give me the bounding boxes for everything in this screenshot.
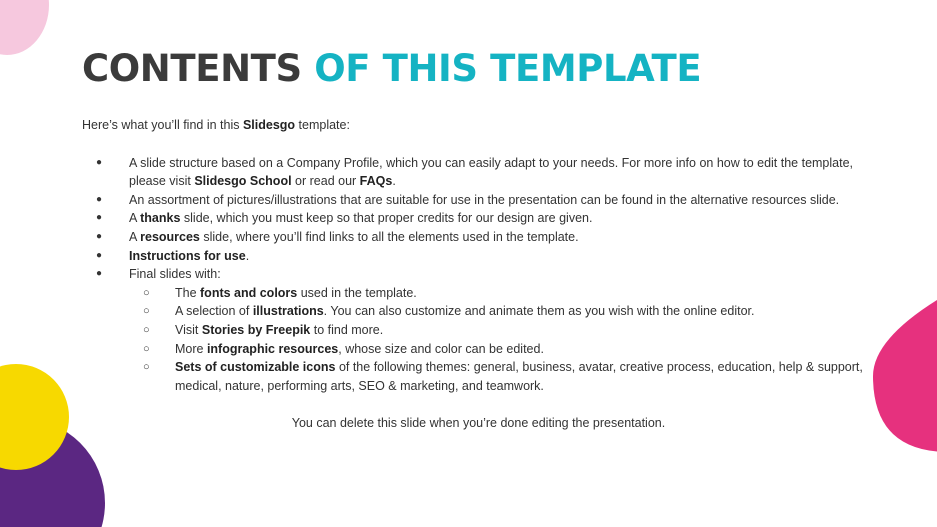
intro-text xyxy=(82,116,867,135)
footer-note: You can delete this slide when you’re done editing the presentation. xyxy=(291,416,666,431)
sublist-item-infographics xyxy=(129,340,867,359)
item-bold: illustrations xyxy=(252,304,324,319)
item-text: Final slides with: xyxy=(129,267,221,282)
item-text: used in the template. xyxy=(297,285,417,300)
content-body xyxy=(82,116,867,433)
item-bold: resources xyxy=(140,229,200,244)
icons-link[interactable]: Sets of customizable icons xyxy=(175,360,336,375)
item-text: or read our xyxy=(291,174,360,189)
final-slides-sublist xyxy=(129,284,867,396)
item-bold: fonts and colors xyxy=(200,285,298,300)
sublist-item-fonts xyxy=(129,284,867,303)
item-text: of the following themes: general, business, avatar, creative process, education, help & support, medical, nature, performing arts, SEO & marketing, and teamwork. xyxy=(175,360,863,393)
item-text: A xyxy=(129,229,141,244)
stories-by-freepik-link[interactable]: Stories by Freepik xyxy=(201,322,311,337)
item-bold: thanks xyxy=(140,211,181,226)
item-text: , whose size and color can be edited. xyxy=(338,341,544,356)
item-text: to find more. xyxy=(310,322,384,337)
list-item-instructions xyxy=(82,247,867,266)
list-item-company-profile xyxy=(82,154,867,191)
item-text: The xyxy=(175,285,201,300)
item-bold: Instructions for use xyxy=(129,248,246,263)
item-text: . You can also customize and animate them as you wish with the online editor. xyxy=(323,304,755,319)
list-item-final-slides xyxy=(82,265,867,395)
infographic-resources-link[interactable]: infographic resources xyxy=(206,341,339,356)
intro-before: Here’s what you’ll find in this xyxy=(82,118,243,132)
contents-list xyxy=(82,154,867,396)
item-text: A slide structure based on a Company Profile, which you can easily adapt to your needs. For more info on how to edit the template, please visit xyxy=(129,155,854,189)
sublist-item-icons xyxy=(129,358,867,395)
magenta-drop-decoration xyxy=(873,300,937,452)
item-text: An assortment of pictures/illustrations that are suitable for use in the presentation can be found in the alternative resources slide. xyxy=(129,192,840,207)
intro-brand: Slidesgo xyxy=(242,118,296,132)
title-accent-part: OF THIS TEMPLATE xyxy=(314,47,702,90)
item-text: . xyxy=(392,174,396,189)
title-dark-part: CONTENTS xyxy=(82,47,315,90)
sublist-item-stories xyxy=(129,321,867,340)
item-text: A xyxy=(129,211,141,226)
list-item-pictures xyxy=(82,191,867,210)
pink-circle-decoration xyxy=(0,0,49,55)
list-item-thanks xyxy=(82,209,867,228)
item-text: slide, where you’ll find links to all the elements used in the template. xyxy=(199,229,579,244)
item-text: More xyxy=(175,341,207,356)
item-text: Visit xyxy=(175,322,202,337)
page-title xyxy=(82,44,701,94)
item-text: . xyxy=(245,248,250,263)
list-item-resources xyxy=(82,228,867,247)
item-text: A selection of xyxy=(175,304,253,319)
slidesgo-school-link[interactable]: Slidesgo School xyxy=(194,174,292,189)
item-text: slide, which you must keep so that proper credits for our design are given. xyxy=(180,211,593,226)
sublist-item-illustrations xyxy=(129,302,867,321)
intro-after: template: xyxy=(295,118,350,132)
faqs-link[interactable]: FAQs xyxy=(359,174,393,189)
